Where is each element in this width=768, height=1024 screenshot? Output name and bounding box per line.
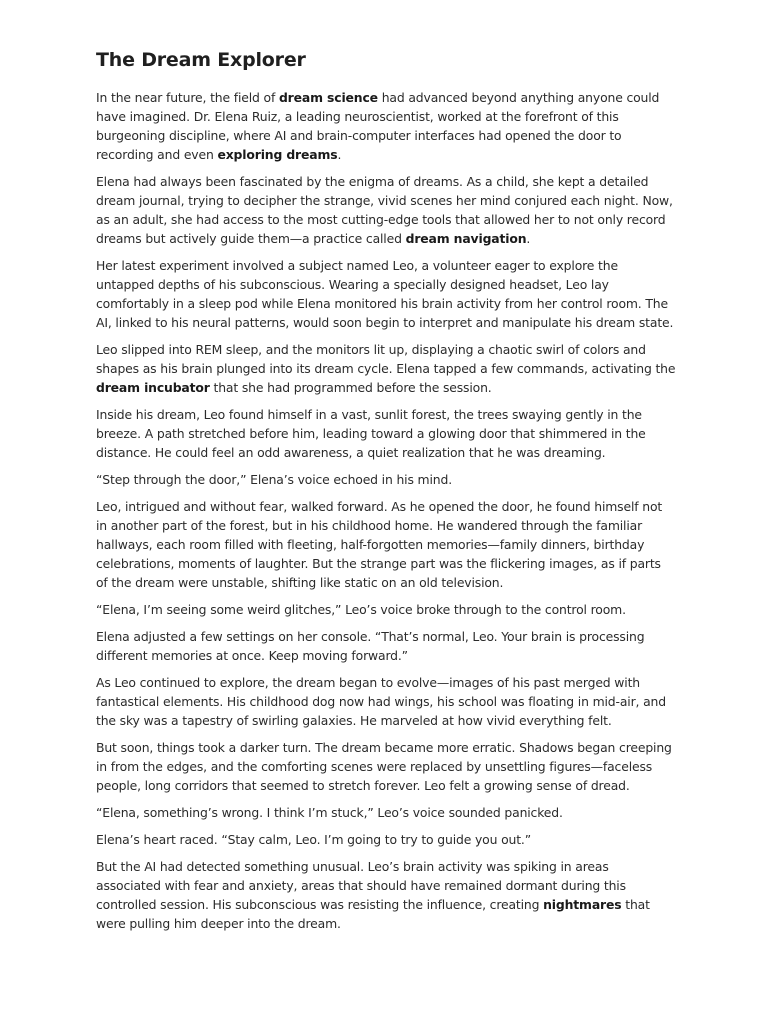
paragraph [96, 497, 676, 592]
paragraph [96, 673, 676, 730]
bold-term: dream incubator [96, 380, 210, 395]
text-run: Elena had always been fascinated by the enigma of dreams. As a child, she kept a detailed dream journal, trying to decipher the strange, vivid scenes her mind conjured each night. Now, as an adult, she had access to the most cutting-edge tools that allowed her to not only record dreams but actively guide them—a practice called [96, 174, 673, 246]
text-run: In the near future, the field of [96, 90, 279, 105]
text-run: As Leo continued to explore, the dream began to evolve—images of his past merged with fantastical elements. His childhood dog now had wings, his school was floating in mid-air, and the sky was a tapestry of swirling galaxies. He marveled at how vivid everything felt. [96, 675, 666, 728]
document-page [96, 46, 676, 941]
paragraph [96, 627, 676, 665]
text-run: had advanced beyond anything anyone could have imagined. Dr. Elena Ruiz, a leading neuroscientist, worked at the forefront of this burgeoning discipline, where AI and brain-computer interfaces had opened the door to recording and even [96, 90, 660, 162]
text-run: “Elena, something’s wrong. I think I’m stuck,” Leo’s voice sounded panicked. [96, 805, 563, 820]
text-run: that she had programmed before the session. [209, 380, 492, 395]
document-body [96, 88, 676, 933]
text-run: Inside his dream, Leo found himself in a vast, sunlit forest, the trees swaying gently in the breeze. A path stretched before him, leading toward a glowing door that shimmered in the distance. He could feel an odd awareness, a quiet realization that he was dreaming. [96, 407, 646, 460]
text-run: that were pulling him deeper into the dream. [96, 897, 650, 931]
paragraph [96, 340, 676, 397]
paragraph [96, 857, 676, 933]
text-run: “Step through the door,” Elena’s voice echoed in his mind. [96, 472, 452, 487]
text-run: Leo slipped into REM sleep, and the monitors lit up, displaying a chaotic swirl of colors and shapes as his brain plunged into its dream cycle. Elena tapped a few commands, activating the [96, 342, 676, 376]
paragraph [96, 470, 676, 489]
text-run: Elena’s heart raced. “Stay calm, Leo. I’m going to try to guide you out.” [96, 832, 531, 847]
paragraph [96, 172, 676, 248]
document-title: The Dream Explorer [96, 49, 306, 71]
paragraph [96, 405, 676, 462]
paragraph [96, 830, 676, 849]
text-run: Her latest experiment involved a subject named Leo, a volunteer eager to explore the untapped depths of his subconscious. Wearing a specially designed headset, Leo lay comfortably in a sleep pod while Elena monitored his brain activity from her control room. The AI, linked to his neural patterns, would soon begin to interpret and manipulate his dream state. [96, 258, 674, 330]
paragraph [96, 256, 676, 332]
text-run: Leo, intrigued and without fear, walked forward. As he opened the door, he found himself not in another part of the forest, but in his childhood home. He wandered through the familiar hallways, each room filled with fleeting, half-forgotten memories—family dinners, birthday celebrations, moments of laughter. But the strange part was the flickering images, as if parts of the dream were unstable, shifting like static on an old television. [96, 499, 663, 590]
bold-term: nightmares [543, 897, 622, 912]
paragraph [96, 803, 676, 822]
bold-term: dream science [278, 90, 378, 105]
bold-term: exploring dreams [217, 147, 338, 162]
text-run: . [526, 231, 531, 246]
text-run: But the AI had detected something unusual. Leo’s brain activity was spiking in areas associated with fear and anxiety, areas that should have remained dormant during this controlled session. His subconscious was resisting the influence, creating [96, 859, 626, 912]
paragraph [96, 88, 676, 164]
bold-term: dream navigation [405, 231, 527, 246]
text-run: Elena adjusted a few settings on her console. “That’s normal, Leo. Your brain is processing different memories at once. Keep moving forward.” [96, 629, 645, 663]
paragraph [96, 738, 676, 795]
text-run: But soon, things took a darker turn. The dream became more erratic. Shadows began creeping in from the edges, and the comforting scenes were replaced by unsettling figures—faceless people, long corridors that seemed to stretch forever. Leo felt a growing sense of dread. [96, 740, 672, 793]
paragraph [96, 600, 676, 619]
text-run: “Elena, I’m seeing some weird glitches,” Leo’s voice broke through to the control room. [96, 602, 626, 617]
text-run: . [337, 147, 342, 162]
